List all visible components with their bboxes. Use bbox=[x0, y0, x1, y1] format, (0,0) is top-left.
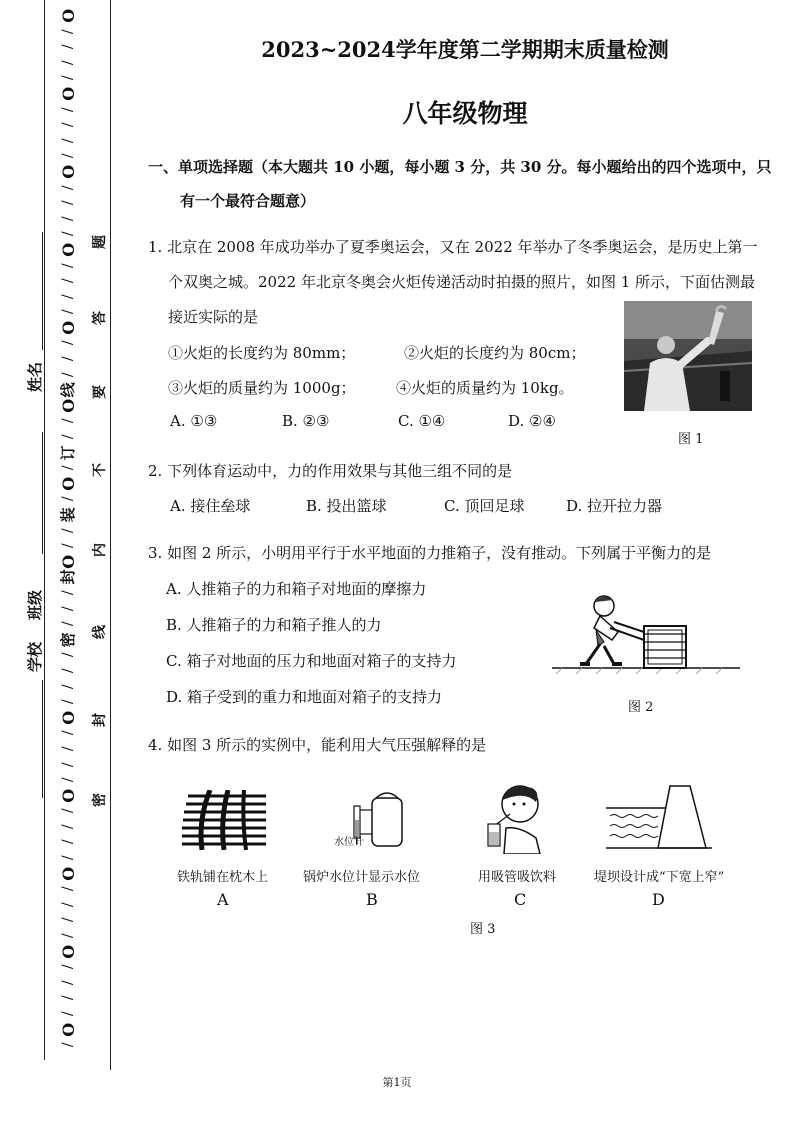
q2-option-b[interactable]: B. 投出篮球 bbox=[306, 497, 387, 515]
figure-2-caption: 图 2 bbox=[628, 700, 654, 715]
q1-statement-4: ④火炬的质量约为 10kg。 bbox=[396, 379, 574, 397]
seal-slash-mark: / bbox=[60, 683, 77, 689]
q2-option-d[interactable]: D. 拉开拉力器 bbox=[566, 497, 663, 515]
seal-circle-mark: O bbox=[59, 86, 79, 101]
seal-slash-mark: / bbox=[60, 824, 77, 830]
seal-slash-mark: / bbox=[60, 107, 77, 112]
seal-slash-mark: / bbox=[60, 44, 77, 50]
q1-line2: 个双奥之城。2022 年北京冬奥会火炬传递活动时拍摄的照片，如图 1 所示，下面估测最 bbox=[168, 273, 756, 291]
seal-circle-mark: O bbox=[59, 8, 79, 23]
seal-slash-mark: / bbox=[60, 980, 77, 985]
seal-slash-mark: / bbox=[60, 668, 77, 674]
seal-slash-mark: / bbox=[60, 309, 77, 315]
seal-word: 线 bbox=[59, 382, 78, 398]
seal-slash-mark: / bbox=[60, 262, 77, 268]
q4-option-b[interactable]: B bbox=[366, 890, 378, 909]
seal-circle-mark: O bbox=[59, 554, 79, 569]
q3-option-b[interactable]: B. 人推箱子的力和箱子推人的力 bbox=[166, 616, 382, 634]
seal-slash-mark: / bbox=[60, 902, 77, 907]
dam-illustration bbox=[606, 782, 712, 854]
inner-word: 线 bbox=[92, 625, 108, 639]
seal-circle-mark: O bbox=[59, 944, 79, 959]
exam-title: 2023~2024学年度第二学期期末质量检测 bbox=[261, 37, 669, 62]
torch-relay-photo bbox=[624, 301, 752, 411]
seal-slash-mark: / bbox=[60, 184, 77, 190]
q1-statement-3: ③火炬的质量约为 1000g； bbox=[168, 379, 356, 397]
seal-slash-mark: / bbox=[60, 528, 77, 533]
margin-inner-line bbox=[110, 0, 111, 1070]
seal-slash-mark: / bbox=[60, 808, 77, 814]
inner-word: 题 bbox=[92, 235, 108, 249]
q3-option-d[interactable]: D. 箱子受到的重力和地面对箱子的支持力 bbox=[166, 688, 443, 706]
inner-word: 封 bbox=[92, 713, 108, 727]
seal-slash-mark: / bbox=[60, 1011, 77, 1017]
boy-pushing-box-illustration bbox=[552, 588, 740, 684]
page-number: 第1页 bbox=[382, 1076, 412, 1089]
seal-circle-mark: O bbox=[59, 320, 79, 335]
seal-circle-mark: O bbox=[59, 242, 79, 257]
seal-word: 装 bbox=[59, 507, 78, 523]
seal-slash-mark: / bbox=[60, 216, 77, 221]
seal-slash-mark: / bbox=[60, 761, 77, 767]
seal-slash-mark: / bbox=[60, 496, 77, 502]
q1-option-c[interactable]: C. ①④ bbox=[398, 412, 446, 430]
inner-word: 内 bbox=[92, 543, 108, 557]
seal-word: 密 bbox=[59, 632, 78, 648]
seal-slash-mark: / bbox=[60, 917, 77, 923]
seal-slash-mark: / bbox=[60, 138, 77, 143]
seal-slash-mark: / bbox=[60, 356, 77, 362]
q1-option-d[interactable]: D. ②④ bbox=[508, 412, 556, 430]
q1-option-a[interactable]: A. ①③ bbox=[170, 412, 218, 430]
seal-circle-mark: O bbox=[59, 476, 79, 491]
figure-3-caption: 图 3 bbox=[470, 922, 496, 937]
seal-slash-mark: / bbox=[60, 886, 77, 892]
q4-caption-a: 铁轨铺在枕木上 bbox=[177, 870, 269, 885]
seal-line-column bbox=[56, 8, 82, 1053]
seal-slash-mark: / bbox=[60, 590, 77, 596]
seal-slash-mark: / bbox=[60, 75, 77, 81]
seal-circle-mark: O bbox=[59, 710, 79, 725]
inner-word: 答 bbox=[92, 311, 108, 325]
seal-slash-mark: / bbox=[60, 606, 77, 611]
q3-option-c[interactable]: C. 箱子对地面的压力和地面对箱子的支持力 bbox=[166, 652, 457, 670]
seal-slash-mark: / bbox=[60, 1042, 77, 1048]
seal-slash-mark: / bbox=[60, 995, 77, 1001]
inner-word: 密 bbox=[92, 793, 108, 807]
seal-word: 封 bbox=[59, 569, 78, 585]
seal-slash-mark: / bbox=[60, 652, 77, 658]
q4-caption-d: 堤坝设计成“下宽上窄” bbox=[594, 870, 725, 885]
q1-line3: 接近实际的是 bbox=[168, 308, 259, 326]
seal-circle-mark: O bbox=[59, 1022, 79, 1037]
q2-stem: 2. 下列体育运动中，力的作用效果与其他三组不同的是 bbox=[148, 462, 513, 480]
school-label: 学校 bbox=[26, 641, 44, 672]
class-label: 班级 bbox=[26, 589, 44, 620]
seal-slash-mark: / bbox=[60, 122, 77, 128]
seal-slash-mark: / bbox=[60, 231, 77, 237]
q1-line1: 1. 北京在 2008 年成功举办了夏季奥运会，又在 2022 年举办了冬季奥运会，是历史上第一 bbox=[148, 238, 758, 256]
figure-1-caption: 图 1 bbox=[678, 432, 704, 447]
exam-subject: 八年级物理 bbox=[402, 99, 528, 128]
seal-slash-mark: / bbox=[60, 621, 77, 627]
boy-drinking-straw-illustration bbox=[480, 778, 548, 854]
name-blank-line bbox=[42, 232, 43, 350]
water-gauge-label: 水位计 bbox=[334, 837, 364, 848]
seal-word: 订 bbox=[59, 444, 78, 460]
q4-caption-b: 锅炉水位计显示水位 bbox=[303, 870, 421, 885]
seal-slash-mark: / bbox=[60, 839, 77, 845]
seal-slash-mark: / bbox=[60, 200, 77, 206]
seal-slash-mark: / bbox=[60, 434, 77, 440]
seal-slash-mark: / bbox=[60, 372, 77, 377]
q4-option-d[interactable]: D bbox=[652, 890, 665, 909]
seal-slash-mark: / bbox=[60, 746, 77, 752]
q4-stem: 4. 如图 3 所示的实例中，能利用大气压强解释的是 bbox=[148, 736, 487, 754]
inner-word: 不 bbox=[92, 463, 108, 477]
q1-statement-1: ①火炬的长度约为 80mm； bbox=[168, 344, 356, 362]
seal-slash-mark: / bbox=[60, 60, 77, 65]
seal-slash-mark: / bbox=[60, 418, 77, 424]
name-label: 姓名 bbox=[26, 361, 44, 392]
seal-slash-mark: / bbox=[60, 855, 77, 861]
seal-circle-mark: O bbox=[59, 788, 79, 803]
q2-option-a[interactable]: A. 接住垒球 bbox=[170, 497, 251, 515]
q2-option-c[interactable]: C. 顶回足球 bbox=[444, 497, 525, 515]
seal-slash-mark: / bbox=[60, 777, 77, 783]
q3-stem: 3. 如图 2 所示，小明用平行于水平地面的力推箱子，没有推动。下列属于平衡力的是 bbox=[148, 544, 712, 562]
railway-track-illustration bbox=[180, 790, 272, 850]
seal-slash-mark: / bbox=[60, 294, 77, 299]
seal-slash-mark: / bbox=[60, 543, 77, 549]
seal-circle-mark: O bbox=[59, 164, 79, 179]
seal-slash-mark: / bbox=[60, 153, 77, 159]
seal-slash-mark: / bbox=[60, 29, 77, 34]
seal-slash-mark: / bbox=[60, 699, 77, 705]
seal-slash-mark: / bbox=[60, 465, 77, 471]
q3-option-a[interactable]: A. 人推箱子的力和箱子对地面的摩擦力 bbox=[166, 580, 427, 598]
class-blank-line bbox=[42, 432, 43, 554]
q1-option-b[interactable]: B. ②③ bbox=[282, 412, 330, 430]
school-blank-line bbox=[42, 680, 43, 798]
seal-slash-mark: / bbox=[60, 730, 77, 736]
seal-slash-mark: / bbox=[60, 278, 77, 284]
seal-slash-mark: / bbox=[60, 933, 77, 939]
section-heading-line2: 有一个最符合题意） bbox=[180, 192, 316, 210]
inner-word: 要 bbox=[92, 385, 108, 399]
margin-border-line bbox=[44, 0, 45, 1060]
seal-circle-mark: O bbox=[59, 866, 79, 881]
section-heading-line1: 一、单项选择题（本大题共 10 小题，每小题 3 分，共 30 分。每小题给出的四个选项中，只 bbox=[148, 158, 772, 176]
q4-option-c[interactable]: C bbox=[514, 890, 527, 909]
seal-slash-mark: / bbox=[60, 964, 77, 970]
q4-caption-c: 用吸管吸饮料 bbox=[478, 870, 557, 885]
q1-statement-2: ②火炬的长度约为 80cm； bbox=[404, 344, 586, 362]
seal-circle-mark: O bbox=[59, 398, 79, 413]
seal-slash-mark: / bbox=[60, 340, 77, 346]
q4-option-a[interactable]: A bbox=[217, 890, 229, 909]
